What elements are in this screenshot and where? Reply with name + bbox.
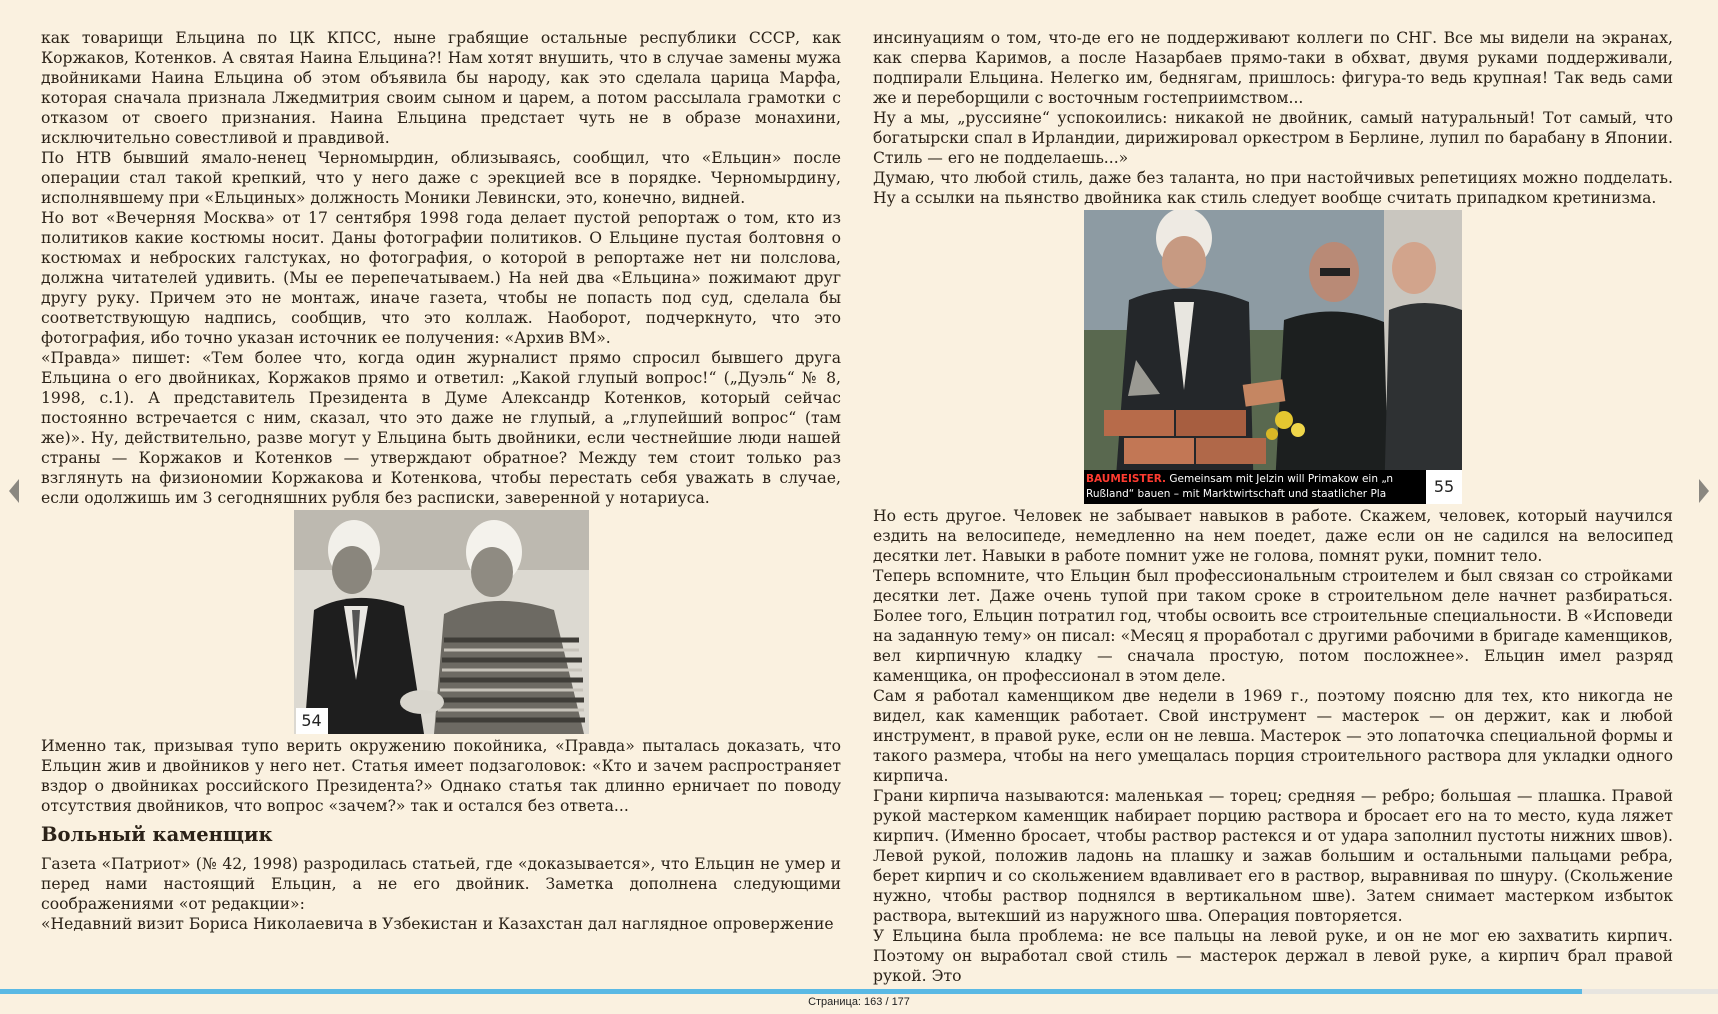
- handshake-photo-illustration: [294, 510, 589, 734]
- paragraph: Но есть другое. Человек не забывает навыков в работе. Скажем, человек, который научился ездить на велосипеде, немедленно на нем поедет, даже если он не садился на велосипед десятки лет. Навыки в работе помнит уже не голова, помнят руки, помнит тело.: [873, 507, 1673, 565]
- reading-progress-fill: [0, 989, 1582, 994]
- photo-number: 54: [296, 708, 328, 734]
- right-column: [873, 28, 1673, 986]
- photo-caption: [1084, 470, 1426, 504]
- paragraph: Сам я работал каменщиком две недели в 1969 г., поэтому поясню для тех, кто никогда не видел, как каменщик работает. Свой инструмент — мастерок — он держит, как и любой инструмент, в правой руке, если он не левша. Мастерок — это лопаточка специальной формы и такого размера, чтобы на него умещалась порция строительного раствора для укладки одного кирпича.: [873, 687, 1673, 785]
- chevron-right-icon: [1698, 478, 1710, 504]
- paragraph: Теперь вспомните, что Ельцин был профессиональным строителем и был связан со стройками десятки лет. Даже очень тупой при таком сроке в строительном деле начнет разбираться. Более того, Ельцин потратил год, чтобы освоить все строительные специальности. В «Исповеди на заданную тему» он писал: «Месяц я проработал с другими рабочими в бригаде каменщиков, вел кирпичную кладку — сначала простую, потом посложнее». Ельцин имел разряд каменщика, он профессионал в этом деле.: [873, 567, 1673, 685]
- paragraph: Именно так, призывая тупо верить окружению покойника, «Правда» пыталась доказать, что Ельцин жив и двойников у него нет. Статья имеет подзаголовок: «Кто и зачем распространяет вздор о двойниках российского Президента?» Однако статья так длинно ерничает по поводу отсутствия двойников, что вопрос «зачем?» так и остался без ответа...: [41, 737, 841, 815]
- photo-number: 55: [1426, 470, 1462, 504]
- previous-page-button[interactable]: [4, 478, 24, 504]
- paragraph: «Правда» пишет: «Тем более что, когда один журналист прямо спросил бывшего друга Ельцина о его двойниках, Коржаков прямо и ответил: „Какой глупый вопрос!“ („Дуэль“ № 8, 1998, с.1). А представитель Президента в Думе Александр Котенков, который сейчас постоянно встречается с ним, сказал, что это даже не глупый, а „глупейший вопрос“ (там же)». Ну, действительно, разве могут у Ельцина быть двойники, если честнейшие люди нашей страны — Коржаков и Котенков — утверждают обратное? Между тем стоит только раз взглянуть на физиономии Коржакова и Котенкова, чтобы перестать себя уважать в случае, если одолжишь им 3 сегодняшних рубля без расписки, заверенной у нотариуса.: [41, 349, 841, 507]
- left-column: [41, 28, 841, 934]
- paragraph: По НТВ бывший ямало-ненец Черномырдин, облизываясь, сообщил, что «Ельцин» после операции стал такой крепкий, что у него даже с эрекцией все в порядке. Черномырдину, исполнявшему при «Ельциных» должность Моники Левински, это, конечно, видней.: [41, 149, 841, 207]
- photo-bricklaying: [1084, 210, 1462, 504]
- paragraph: «Недавний визит Бориса Николаевича в Узбекистан и Казахстан дал наглядное опровержение: [41, 915, 834, 933]
- paragraph: У Ельцина была проблема: не все пальцы на левой руке, и он не мог ею захватить кирпич. Поэтому он выработал свой стиль — мастерок держал в левой руке, а кирпич брал правой рукой. Это: [873, 927, 1673, 985]
- photo-handshake: [294, 510, 589, 734]
- paragraph: как товарищи Ельцина по ЦК КПСС, ныне грабящие остальные республики СССР, как Коржаков, Котенков. А святая Наина Ельцина?! Нам хотят внушить, что в случае замены мужа двойниками Наина Ельцина об этом объявила бы народу, как это сделала царица Марфа, которая сначала признала Лжедмитрия своим сыном и царем, а потом рассылала грамотки с отказом от своего признания. Наина Ельцина предстает чуть не в образе монахини, исключительно совестливой и правдивой.: [41, 29, 841, 147]
- caption-line: Rußland“ bauen – mit Marktwirtschaft und staatlicher Pla: [1086, 488, 1387, 500]
- paragraph: инсинуациям о том, что-де его не поддерживают коллеги по СНГ. Все мы видели на экранах, как сперва Каримов, а после Назарбаев прямо-таки в обхват, двумя руками поддерживали, подпирали Ельцина. Нелегко им, беднягам, пришлось: фигура-то ведь крупная! Так ведь сами же и переборщили с восточным гостеприимством...: [873, 29, 1673, 107]
- caption-line: Gemeinsam mit Jelzin will Primakow ein „n: [1166, 473, 1394, 485]
- page-indicator: Страница: 163 / 177: [808, 996, 910, 1008]
- reading-progress-bar[interactable]: [0, 989, 1718, 994]
- paragraph: Но вот «Вечерняя Москва» от 17 сентября 1998 года делает пустой репортаж о том, кто из политиков какие костюмы носит. Даны фотографии политиков. О Ельцине пустая болтовня о костюмах и неброских галстуках, но фотография, о которой в репортаже нет ни полслова, должна читателей удивить. (Мы ее перепечатываем.) На ней два «Ельцина» пожимают друг другу руку. Причем это не монтаж, иначе газета, чтобы не попасть под суд, сделала бы соответствующую надпись, сообщив, что это коллаж. Наоборот, подчеркнуто, что это фотография, ибо точно указан источник ее получения: «Архив ВМ».: [41, 209, 841, 347]
- paragraph: Ну а мы, „руссияне“ успокоились: никакой не двойник, самый натуральный! Тот самый, что богатырски спал в Ирландии, дирижировал оркестром в Берлине, лупил по барабану в Японии. Стиль — его не подделаешь...»: [873, 109, 1673, 167]
- paragraph: Думаю, что любой стиль, даже без таланта, но при настойчивых репетициях можно подделать. Ну а ссылки на пьянство двойника как стиль следует вообще считать припадком кретинизма.: [873, 169, 1673, 207]
- chevron-left-icon: [8, 478, 20, 504]
- section-heading: Вольный каменщик: [41, 823, 273, 846]
- bricklaying-photo-illustration: [1084, 210, 1462, 504]
- caption-label: BAUMEISTER.: [1086, 473, 1167, 485]
- paragraph: Газета «Патриот» (№ 42, 1998) разродилась статьей, где «доказывается», что Ельцин не умер и перед нами настоящий Ельцин, а не его двойник. Заметка дополнена следующими соображениями «от редакции»:: [41, 855, 841, 913]
- next-page-button[interactable]: [1694, 478, 1714, 504]
- paragraph: Грани кирпича называются: маленькая — торец; средняя — ребро; большая — плашка. Правой рукой мастерком каменщик набирает порцию раствора и бросает его на то место, куда ляжет кирпич. (Именно бросает, чтобы раствор растекся и от удара заполнил пустоты нижних швов). Левой рукой, положив ладонь на плашку и зажав большим и остальными пальцами ребра, берет кирпич и со скольжением вдавливает его в раствор, выравнивая по шнуру. (Скольжение нужно, чтобы раствор поднялся в вертикальном шве). Затем снимает мастерком избыток раствора, вытекший из наружного шва. Операция повторяется.: [873, 787, 1673, 925]
